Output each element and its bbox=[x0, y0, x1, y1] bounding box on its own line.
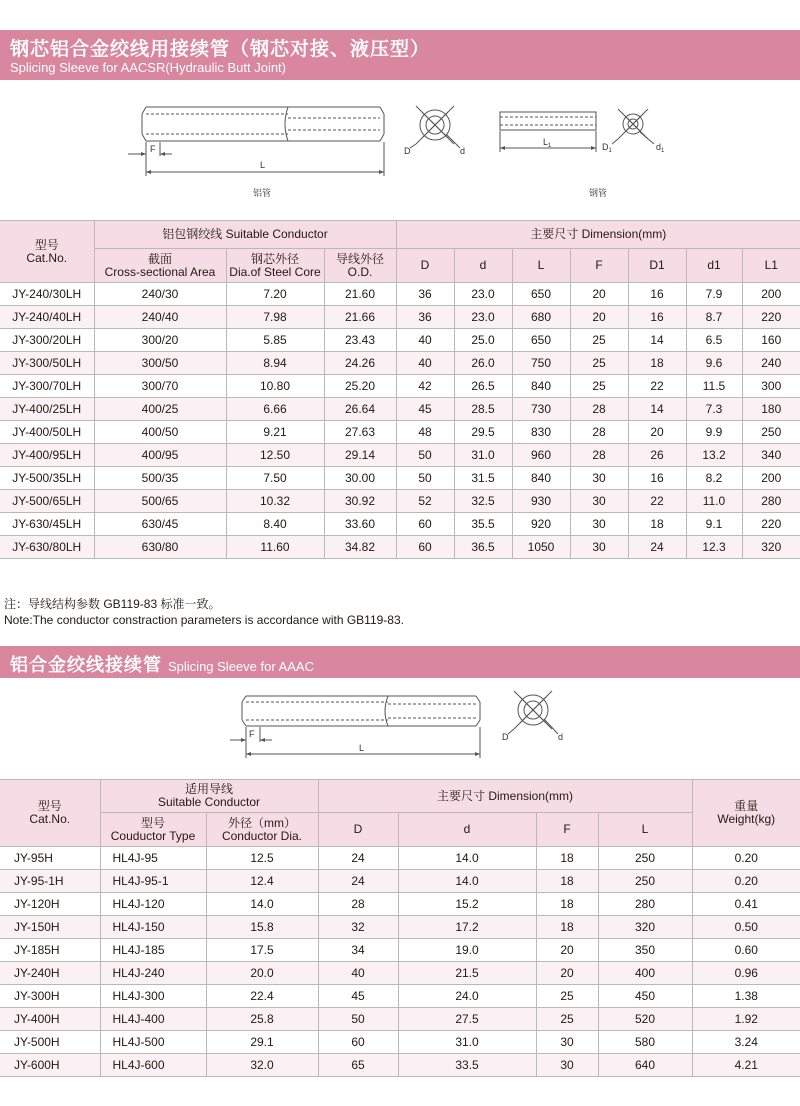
aacsr-table-cell: 30 bbox=[570, 536, 628, 559]
aacsr-table-cell: 36 bbox=[396, 283, 454, 306]
note-cn: 注：导线结构参数 GB119-83 标准一致。 bbox=[4, 597, 221, 611]
aaac-table-cell: HL4J-150 bbox=[100, 916, 206, 939]
aacsr-table-cell: 7.20 bbox=[226, 283, 324, 306]
dimension-label-d1-outer: $D_1$ bbox=[602, 142, 612, 154]
aacsr-table-cell: 29.14 bbox=[324, 444, 396, 467]
aacsr-table-cell: 500/65 bbox=[94, 490, 226, 513]
aacsr-table-cell: 30.92 bbox=[324, 490, 396, 513]
aaac-table-cell: 30 bbox=[536, 1054, 598, 1077]
aaac-table-cell: 0.60 bbox=[692, 939, 800, 962]
aaac-table-cell: 18 bbox=[536, 916, 598, 939]
aacsr-table-cell: 14 bbox=[628, 329, 686, 352]
aaac-table-row bbox=[0, 962, 800, 985]
aluminum-tube-section-drawing bbox=[400, 96, 480, 166]
aacsr-table-cell: 7.98 bbox=[226, 306, 324, 329]
aacsr-table-cell: 1050 bbox=[512, 536, 570, 559]
dimension-label-d-outer: D bbox=[404, 146, 411, 156]
aacsr-table-cell: 25.20 bbox=[324, 375, 396, 398]
aacsr-table-cell: 20 bbox=[628, 421, 686, 444]
aaac-table-cell: 25 bbox=[536, 985, 598, 1008]
aaac-table-cell: 14.0 bbox=[398, 870, 536, 893]
aacsr-table-cell: 40 bbox=[396, 352, 454, 375]
aacsr-table-cell: 50 bbox=[396, 467, 454, 490]
aacsr-table-cell: 25.0 bbox=[454, 329, 512, 352]
aaac-table-cell: 29.1 bbox=[206, 1031, 318, 1054]
aacsr-table-cell: 930 bbox=[512, 490, 570, 513]
aacsr-table-cell: 25 bbox=[570, 352, 628, 375]
aacsr-table-cell: 10.32 bbox=[226, 490, 324, 513]
aaac-table-row bbox=[0, 870, 800, 893]
aacsr-table-cell: 26 bbox=[628, 444, 686, 467]
aaac-table-cell: JY-185H bbox=[0, 939, 100, 962]
note-en: Note:The conductor constraction parameters is accordance with GB119-83. bbox=[4, 613, 404, 627]
aacsr-table-cell: 48 bbox=[396, 421, 454, 444]
aacsr-table-cell: 9.1 bbox=[686, 513, 742, 536]
aaac-table-row bbox=[0, 1008, 800, 1031]
aaac-table-cell: HL4J-400 bbox=[100, 1008, 206, 1031]
aaac-table-cell: JY-300H bbox=[0, 985, 100, 1008]
aaac-table-cell: JY-150H bbox=[0, 916, 100, 939]
aaac-dimension-label-l: L bbox=[359, 743, 365, 753]
aacsr-table-cell: 7.3 bbox=[686, 398, 742, 421]
aaac-table-cell: 17.5 bbox=[206, 939, 318, 962]
aaac-table-cell: 24 bbox=[318, 847, 398, 870]
aacsr-table-cell: 320 bbox=[742, 536, 800, 559]
aaac-dimension-label-d-inner: d bbox=[558, 732, 564, 742]
header-dimension: 主要尺寸 Dimension(mm) bbox=[396, 221, 800, 249]
aacsr-table-cell: 200 bbox=[742, 467, 800, 490]
aacsr-table-cell: 12.50 bbox=[226, 444, 324, 467]
aacsr-table-cell: 26.64 bbox=[324, 398, 396, 421]
aaac-dimension-label-d-outer: D bbox=[502, 732, 509, 742]
header-steel-core: 钢芯外径 Dia.of Steel Core bbox=[226, 249, 324, 283]
aaac-header-dimension: 主要尺寸 Dimension(mm) bbox=[318, 780, 692, 813]
aacsr-table-cell: 9.21 bbox=[226, 421, 324, 444]
aacsr-table-cell: 18 bbox=[628, 513, 686, 536]
aacsr-table-cell: 200 bbox=[742, 283, 800, 306]
section-1-title-cn: 钢芯铝合金绞线用接续管（钢芯对接、液压型） bbox=[10, 38, 431, 60]
aaac-table-cell: 320 bbox=[598, 916, 692, 939]
aacsr-table-cell: 240 bbox=[742, 352, 800, 375]
header-area: 截面 Cross-sectional Area bbox=[94, 249, 226, 283]
aaac-header-weight: 重量 Weight(kg) bbox=[692, 780, 800, 847]
aacsr-table-cell: 23.0 bbox=[454, 306, 512, 329]
aaac-table-cell: HL4J-300 bbox=[100, 985, 206, 1008]
aaac-table-row bbox=[0, 939, 800, 962]
aaac-table-cell: 30 bbox=[536, 1031, 598, 1054]
aacsr-table-cell: 22 bbox=[628, 490, 686, 513]
aaac-table-cell: 520 bbox=[598, 1008, 692, 1031]
aacsr-table-cell: 840 bbox=[512, 467, 570, 490]
aaac-header-dim-f: F bbox=[536, 813, 598, 847]
aacsr-table-cell: 33.60 bbox=[324, 513, 396, 536]
section-2-title bbox=[10, 651, 314, 677]
aaac-table-cell: 400 bbox=[598, 962, 692, 985]
aacsr-table-cell: 35.5 bbox=[454, 513, 512, 536]
aacsr-table-cell: 400/25 bbox=[94, 398, 226, 421]
aaac-table-cell: JY-120H bbox=[0, 893, 100, 916]
aacsr-table-cell: 250 bbox=[742, 421, 800, 444]
aacsr-table-cell: 11.0 bbox=[686, 490, 742, 513]
aaac-table-cell: 15.2 bbox=[398, 893, 536, 916]
aacsr-table-cell: 400/95 bbox=[94, 444, 226, 467]
aaac-table-cell: 18 bbox=[536, 870, 598, 893]
aaac-table-cell: 280 bbox=[598, 893, 692, 916]
aacsr-table-cell: 21.60 bbox=[324, 283, 396, 306]
aaac-table-cell: HL4J-120 bbox=[100, 893, 206, 916]
aacsr-table-cell: 300 bbox=[742, 375, 800, 398]
aacsr-table-cell: JY-400/50LH bbox=[0, 421, 94, 444]
header-dim-d-outer: D bbox=[396, 249, 454, 283]
aacsr-table-cell: JY-630/45LH bbox=[0, 513, 94, 536]
aacsr-table-cell: 8.2 bbox=[686, 467, 742, 490]
aacsr-table-cell: 24.26 bbox=[324, 352, 396, 375]
aaac-table-cell: 32 bbox=[318, 916, 398, 939]
aacsr-table-cell: 6.66 bbox=[226, 398, 324, 421]
aacsr-table-cell: JY-300/70LH bbox=[0, 375, 94, 398]
aaac-table-cell: 14.0 bbox=[398, 847, 536, 870]
steel-tube-drawing bbox=[496, 108, 606, 158]
aacsr-table-cell: 300/20 bbox=[94, 329, 226, 352]
aacsr-table-cell: 60 bbox=[396, 513, 454, 536]
aacsr-table-row bbox=[0, 536, 800, 559]
dimension-label-f: F bbox=[150, 144, 156, 154]
aacsr-table-cell: 30 bbox=[570, 513, 628, 536]
aacsr-table-cell: JY-500/65LH bbox=[0, 490, 94, 513]
aacsr-table-cell: 680 bbox=[512, 306, 570, 329]
aacsr-table-cell: 220 bbox=[742, 306, 800, 329]
aacsr-table-cell: 9.9 bbox=[686, 421, 742, 444]
aaac-table-cell: 45 bbox=[318, 985, 398, 1008]
aacsr-spec-table bbox=[0, 220, 800, 559]
aacsr-table-cell: 730 bbox=[512, 398, 570, 421]
aaac-table-cell: 14.0 bbox=[206, 893, 318, 916]
aaac-table-cell: HL4J-600 bbox=[100, 1054, 206, 1077]
aaac-table-cell: 34 bbox=[318, 939, 398, 962]
aaac-table-cell: 18 bbox=[536, 893, 598, 916]
aacsr-table-cell: 7.9 bbox=[686, 283, 742, 306]
aacsr-table-cell: JY-240/30LH bbox=[0, 283, 94, 306]
aacsr-table-row bbox=[0, 421, 800, 444]
aacsr-table-cell: 31.5 bbox=[454, 467, 512, 490]
aaac-table-row bbox=[0, 1031, 800, 1054]
aacsr-table-row bbox=[0, 513, 800, 536]
aaac-table-cell: 450 bbox=[598, 985, 692, 1008]
aacsr-table-cell: 650 bbox=[512, 283, 570, 306]
header-dim-d1-outer: D1 bbox=[628, 249, 686, 283]
section-1-banner bbox=[0, 30, 800, 80]
aaac-table-cell: HL4J-500 bbox=[100, 1031, 206, 1054]
aaac-table-cell: 32.0 bbox=[206, 1054, 318, 1077]
aaac-table-cell: 20.0 bbox=[206, 962, 318, 985]
aacsr-table-cell: 23.0 bbox=[454, 283, 512, 306]
aacsr-table-cell: JY-630/80LH bbox=[0, 536, 94, 559]
aacsr-table-row bbox=[0, 283, 800, 306]
aaac-table-cell: 17.2 bbox=[398, 916, 536, 939]
aaac-table-cell: 1.38 bbox=[692, 985, 800, 1008]
aaac-table-row bbox=[0, 1054, 800, 1077]
aacsr-table-cell: 36.5 bbox=[454, 536, 512, 559]
dimension-label-d1-inner: $d_1$ bbox=[656, 142, 665, 154]
aacsr-table-row bbox=[0, 375, 800, 398]
aacsr-table-cell: 31.0 bbox=[454, 444, 512, 467]
aaac-table-cell: 19.0 bbox=[398, 939, 536, 962]
aaac-table-cell: HL4J-240 bbox=[100, 962, 206, 985]
aaac-table-cell: 0.50 bbox=[692, 916, 800, 939]
aaac-header-dim-d-inner: d bbox=[398, 813, 536, 847]
aaac-table-cell: HL4J-185 bbox=[100, 939, 206, 962]
aacsr-table-cell: 28 bbox=[570, 444, 628, 467]
aacsr-table-cell: 25 bbox=[570, 375, 628, 398]
aacsr-table-cell: 11.60 bbox=[226, 536, 324, 559]
aacsr-table-cell: 27.63 bbox=[324, 421, 396, 444]
aacsr-table-cell: 29.5 bbox=[454, 421, 512, 444]
header-dim-d1-inner: d1 bbox=[686, 249, 742, 283]
aaac-sleeve-drawing bbox=[226, 690, 496, 760]
aaac-header-conductor-dia: 外径（mm） Conductor Dia. bbox=[206, 813, 318, 847]
aacsr-table-cell: 650 bbox=[512, 329, 570, 352]
aaac-table-cell: 350 bbox=[598, 939, 692, 962]
aaac-table-cell: 580 bbox=[598, 1031, 692, 1054]
aacsr-table-row bbox=[0, 467, 800, 490]
aacsr-table-cell: 60 bbox=[396, 536, 454, 559]
aaac-table-cell: 27.5 bbox=[398, 1008, 536, 1031]
aaac-table-cell: JY-400H bbox=[0, 1008, 100, 1031]
aaac-sleeve-section-drawing bbox=[498, 684, 578, 750]
aaac-table-row bbox=[0, 847, 800, 870]
aaac-table-cell: 40 bbox=[318, 962, 398, 985]
caption-steel-tube: 钢管 bbox=[589, 189, 608, 199]
aacsr-table-cell: 630/80 bbox=[94, 536, 226, 559]
aacsr-table-cell: 23.43 bbox=[324, 329, 396, 352]
aaac-table-cell: 3.24 bbox=[692, 1031, 800, 1054]
aaac-table-cell: 15.8 bbox=[206, 916, 318, 939]
aaac-table-cell: 65 bbox=[318, 1054, 398, 1077]
section-2-title-cn: 铝合金绞线接续管 bbox=[10, 655, 162, 676]
aaac-table-cell: 33.5 bbox=[398, 1054, 536, 1077]
aacsr-table-cell: 280 bbox=[742, 490, 800, 513]
aaac-table-cell: 1.92 bbox=[692, 1008, 800, 1031]
aacsr-table-cell: 14 bbox=[628, 398, 686, 421]
aacsr-table-cell: 8.40 bbox=[226, 513, 324, 536]
aaac-table-cell: 18 bbox=[536, 847, 598, 870]
aacsr-table-cell: JY-400/25LH bbox=[0, 398, 94, 421]
section-2-title-en: Splicing Sleeve for AAAC bbox=[168, 659, 314, 674]
header-dim-f: F bbox=[570, 249, 628, 283]
aacsr-table-cell: 40 bbox=[396, 329, 454, 352]
aaac-table-row bbox=[0, 985, 800, 1008]
aaac-table-row bbox=[0, 893, 800, 916]
aaac-table-cell: JY-500H bbox=[0, 1031, 100, 1054]
aaac-table-cell: 28 bbox=[318, 893, 398, 916]
aacsr-table-cell: 18 bbox=[628, 352, 686, 375]
aaac-table-cell: 20 bbox=[536, 939, 598, 962]
aaac-table-cell: HL4J-95 bbox=[100, 847, 206, 870]
aacsr-table-cell: 240/30 bbox=[94, 283, 226, 306]
aaac-table-cell: 12.4 bbox=[206, 870, 318, 893]
header-suitable-conductor: 铝包钢绞线 Suitable Conductor bbox=[94, 221, 396, 249]
aacsr-table-cell: 8.7 bbox=[686, 306, 742, 329]
aaac-table-cell: JY-240H bbox=[0, 962, 100, 985]
aaac-table-cell: 20 bbox=[536, 962, 598, 985]
aacsr-table-row bbox=[0, 329, 800, 352]
aaac-table-cell: 0.96 bbox=[692, 962, 800, 985]
aaac-table-cell: HL4J-95-1 bbox=[100, 870, 206, 893]
aacsr-table-row bbox=[0, 306, 800, 329]
aacsr-table-cell: 160 bbox=[742, 329, 800, 352]
aaac-table-cell: 4.21 bbox=[692, 1054, 800, 1077]
aacsr-table-cell: 20 bbox=[570, 306, 628, 329]
aacsr-table-cell: 11.5 bbox=[686, 375, 742, 398]
aacsr-table-cell: 42 bbox=[396, 375, 454, 398]
header-dim-l: L bbox=[512, 249, 570, 283]
aacsr-table-cell: 16 bbox=[628, 283, 686, 306]
aacsr-table-cell: JY-500/35LH bbox=[0, 467, 94, 490]
aacsr-table-cell: 400/50 bbox=[94, 421, 226, 444]
aaac-table-cell: 50 bbox=[318, 1008, 398, 1031]
aacsr-table-cell: 24 bbox=[628, 536, 686, 559]
aaac-table-cell: 0.20 bbox=[692, 847, 800, 870]
aacsr-table-cell: 30.00 bbox=[324, 467, 396, 490]
aacsr-table-cell: 28.5 bbox=[454, 398, 512, 421]
aacsr-table-cell: 26.0 bbox=[454, 352, 512, 375]
aaac-table-cell: 25 bbox=[536, 1008, 598, 1031]
aacsr-table-cell: JY-400/95LH bbox=[0, 444, 94, 467]
aacsr-table-cell: 630/45 bbox=[94, 513, 226, 536]
aacsr-table-cell: 340 bbox=[742, 444, 800, 467]
aacsr-table-cell: 50 bbox=[396, 444, 454, 467]
aacsr-table-cell: 840 bbox=[512, 375, 570, 398]
aacsr-table-cell: 34.82 bbox=[324, 536, 396, 559]
aacsr-table-cell: 13.2 bbox=[686, 444, 742, 467]
aaac-header-cat-no: 型号 Cat.No. bbox=[0, 780, 100, 847]
aacsr-table-cell: 32.5 bbox=[454, 490, 512, 513]
aaac-spec-table bbox=[0, 779, 800, 1077]
aluminum-tube-drawing bbox=[120, 96, 400, 186]
aacsr-table-cell: 300/70 bbox=[94, 375, 226, 398]
dimension-label-d-inner: d bbox=[460, 146, 466, 156]
aacsr-table-cell: 750 bbox=[512, 352, 570, 375]
section-1-title-en: Splicing Sleeve for AACSR(Hydraulic Butt Joint) bbox=[10, 60, 287, 75]
aaac-table-cell: 21.5 bbox=[398, 962, 536, 985]
aacsr-table-cell: JY-300/20LH bbox=[0, 329, 94, 352]
aaac-table-cell: JY-95-1H bbox=[0, 870, 100, 893]
aaac-table-cell: 640 bbox=[598, 1054, 692, 1077]
aacsr-table-cell: JY-240/40LH bbox=[0, 306, 94, 329]
aacsr-table-cell: 21.66 bbox=[324, 306, 396, 329]
aaac-table-cell: 25.8 bbox=[206, 1008, 318, 1031]
aaac-table-cell: 31.0 bbox=[398, 1031, 536, 1054]
aacsr-table-cell: 20 bbox=[570, 283, 628, 306]
aaac-table-cell: JY-600H bbox=[0, 1054, 100, 1077]
aacsr-table-cell: 7.50 bbox=[226, 467, 324, 490]
aacsr-table-cell: JY-300/50LH bbox=[0, 352, 94, 375]
aacsr-table-cell: 5.85 bbox=[226, 329, 324, 352]
aaac-table-cell: 60 bbox=[318, 1031, 398, 1054]
aacsr-table-cell: 220 bbox=[742, 513, 800, 536]
header-od: 导线外径 O.D. bbox=[324, 249, 396, 283]
aacsr-table-cell: 920 bbox=[512, 513, 570, 536]
aaac-dimension-label-f: F bbox=[249, 729, 255, 739]
aacsr-table-row bbox=[0, 398, 800, 421]
aacsr-table-cell: 36 bbox=[396, 306, 454, 329]
dimension-label-l1: $L_1$ bbox=[543, 137, 552, 149]
aaac-table-row bbox=[0, 916, 800, 939]
aaac-table-cell: 24.0 bbox=[398, 985, 536, 1008]
header-cat-no: 型号 Cat.No. bbox=[0, 221, 94, 283]
aacsr-table-cell: 16 bbox=[628, 306, 686, 329]
aacsr-table-cell: 6.5 bbox=[686, 329, 742, 352]
aaac-table-cell: 250 bbox=[598, 870, 692, 893]
aacsr-table-cell: 28 bbox=[570, 398, 628, 421]
aaac-table-cell: 12.5 bbox=[206, 847, 318, 870]
aacsr-table-cell: 12.3 bbox=[686, 536, 742, 559]
header-dim-l1: L1 bbox=[742, 249, 800, 283]
aacsr-table-cell: 22 bbox=[628, 375, 686, 398]
aacsr-table-cell: 28 bbox=[570, 421, 628, 444]
aacsr-table-cell: 500/35 bbox=[94, 467, 226, 490]
aaac-header-dim-d-outer: D bbox=[318, 813, 398, 847]
header-dim-d-inner: d bbox=[454, 249, 512, 283]
aacsr-table-cell: 16 bbox=[628, 467, 686, 490]
aacsr-table-cell: 8.94 bbox=[226, 352, 324, 375]
caption-aluminum-tube: 铝管 bbox=[253, 189, 272, 199]
dimension-label-l: L bbox=[260, 160, 266, 170]
aacsr-table-cell: 25 bbox=[570, 329, 628, 352]
aacsr-table-cell: 830 bbox=[512, 421, 570, 444]
aacsr-table-cell: 240/40 bbox=[94, 306, 226, 329]
aacsr-table-cell: 960 bbox=[512, 444, 570, 467]
section-2-banner bbox=[0, 646, 800, 678]
aacsr-table-row bbox=[0, 490, 800, 513]
aaac-header-dim-l: L bbox=[598, 813, 692, 847]
aaac-table-cell: 0.20 bbox=[692, 870, 800, 893]
aacsr-table-cell: 300/50 bbox=[94, 352, 226, 375]
aaac-header-conductor-type: 型号 Couductor Type bbox=[100, 813, 206, 847]
aaac-table-cell: 0.41 bbox=[692, 893, 800, 916]
aaac-header-suitable-conductor: 适用导线 Suitable Conductor bbox=[100, 780, 318, 813]
steel-tube-section-drawing bbox=[598, 102, 678, 162]
aacsr-table-cell: 26.5 bbox=[454, 375, 512, 398]
aacsr-table-cell: 30 bbox=[570, 467, 628, 490]
aacsr-table-cell: 10.80 bbox=[226, 375, 324, 398]
aaac-table-cell: JY-95H bbox=[0, 847, 100, 870]
aacsr-table-cell: 9.6 bbox=[686, 352, 742, 375]
aacsr-table-cell: 30 bbox=[570, 490, 628, 513]
aacsr-table-cell: 52 bbox=[396, 490, 454, 513]
aaac-table-cell: 22.4 bbox=[206, 985, 318, 1008]
aaac-table-cell: 24 bbox=[318, 870, 398, 893]
aacsr-table-cell: 45 bbox=[396, 398, 454, 421]
aacsr-table-cell: 180 bbox=[742, 398, 800, 421]
aaac-table-cell: 250 bbox=[598, 847, 692, 870]
aacsr-table-row bbox=[0, 444, 800, 467]
aacsr-table-row bbox=[0, 352, 800, 375]
